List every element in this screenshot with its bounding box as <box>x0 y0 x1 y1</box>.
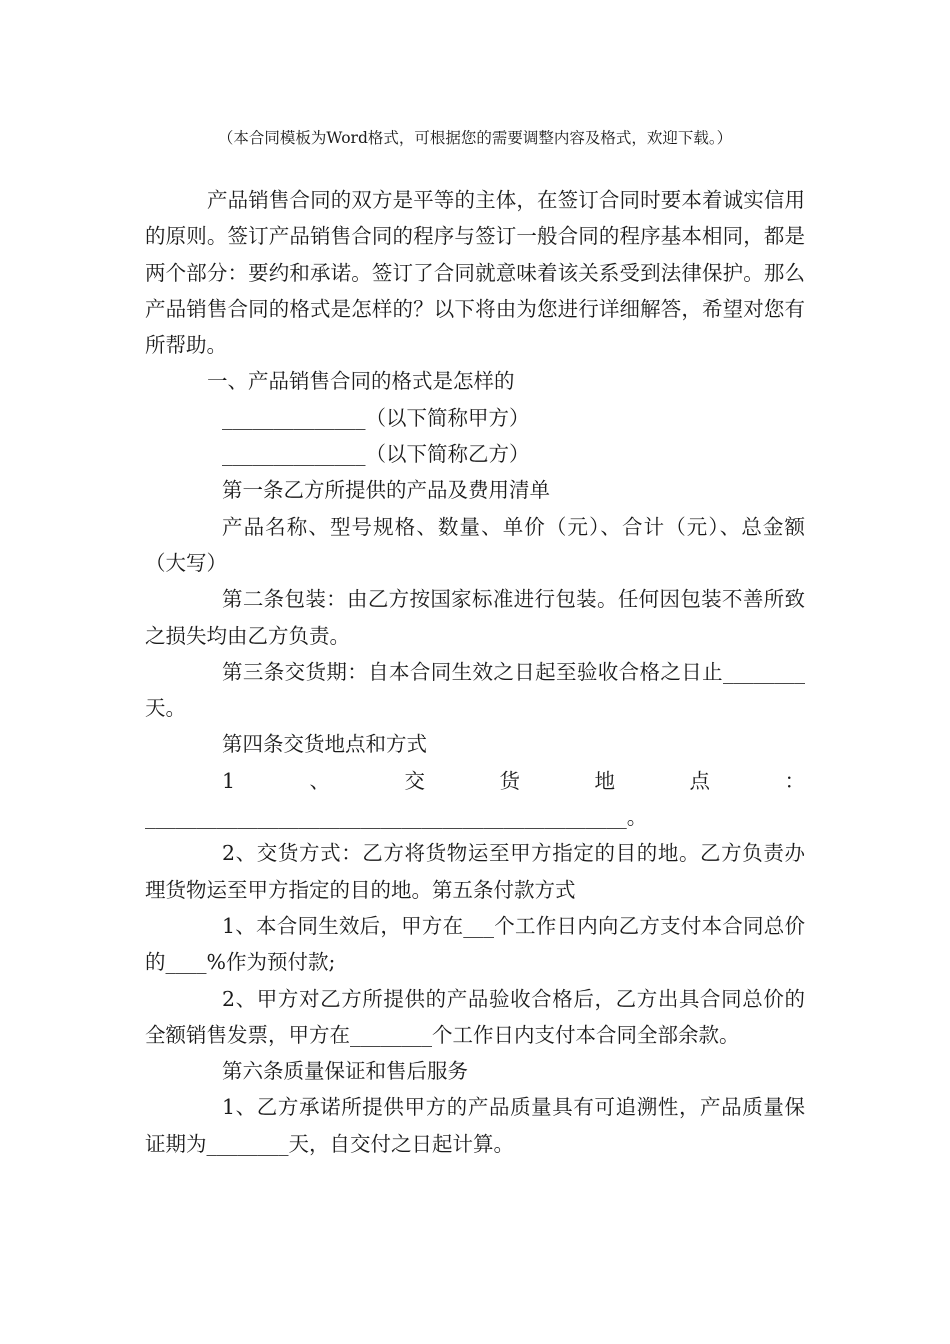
intro-paragraph: 产品销售合同的双方是平等的主体，在签订合同时要本着诚实信用的原则。签订产品销售合同的程序与签订一般合同的程序基本相同，都是两个部分：要约和承诺。签订了合同就意味着该关系受到法律保护。那么产品销售合同的格式是怎样的？以下将由为您进行详细解答，希望对您有所帮助。 <box>145 188 805 358</box>
article-6-title: 第六条质量保证和售后服务 <box>222 1059 468 1084</box>
party-a-line: ______________（以下简称甲方） <box>222 405 530 430</box>
article-6-quality: 1、乙方承诺所提供甲方的产品质量具有可追溯性，产品质量保证期为________天，自交付之日起计算。 <box>145 1095 805 1156</box>
article-4-title: 第四条交货地点和方式 <box>222 732 427 757</box>
article-1-content: 产品名称、型号规格、数量、单价（元）、合计（元）、总金额（大写） <box>145 514 805 575</box>
article-5-prepayment: 1、本合同生效后，甲方在___个工作日内向乙方支付本合同总价的____%作为预付款; <box>145 913 805 975</box>
article-1-title: 第一条乙方所提供的产品及费用清单 <box>222 478 550 503</box>
article-2-packaging: 第二条包装：由乙方按国家标准进行包装。任何因包装不善所致之损失均由乙方负责。 <box>145 587 805 648</box>
party-b-line: ______________（以下简称乙方） <box>222 442 530 467</box>
article-3-delivery-period: 第三条交货期：自本合同生效之日起至验收合格之日止________天。 <box>145 659 805 721</box>
template-note: （本合同模板为Word格式，可根据您的需要调整内容及格式，欢迎下载。） <box>217 129 733 147</box>
section-heading-format: 一、产品销售合同的格式是怎样的 <box>207 369 515 394</box>
article-5-balance: 2、甲方对乙方所提供的产品验收合格后，乙方出具合同总价的全额销售发票，甲方在________个工作日内支付本合同全部余款。 <box>145 986 805 1047</box>
article-4-method: 2、交货方式：乙方将货物运至甲方指定的目的地。乙方负责办理货物运至甲方指定的目的地。第五条付款方式 <box>145 841 805 902</box>
article-4-location: 1、交货地点：_______________________________________________。 <box>145 768 805 830</box>
contract-body <box>145 182 805 1162</box>
